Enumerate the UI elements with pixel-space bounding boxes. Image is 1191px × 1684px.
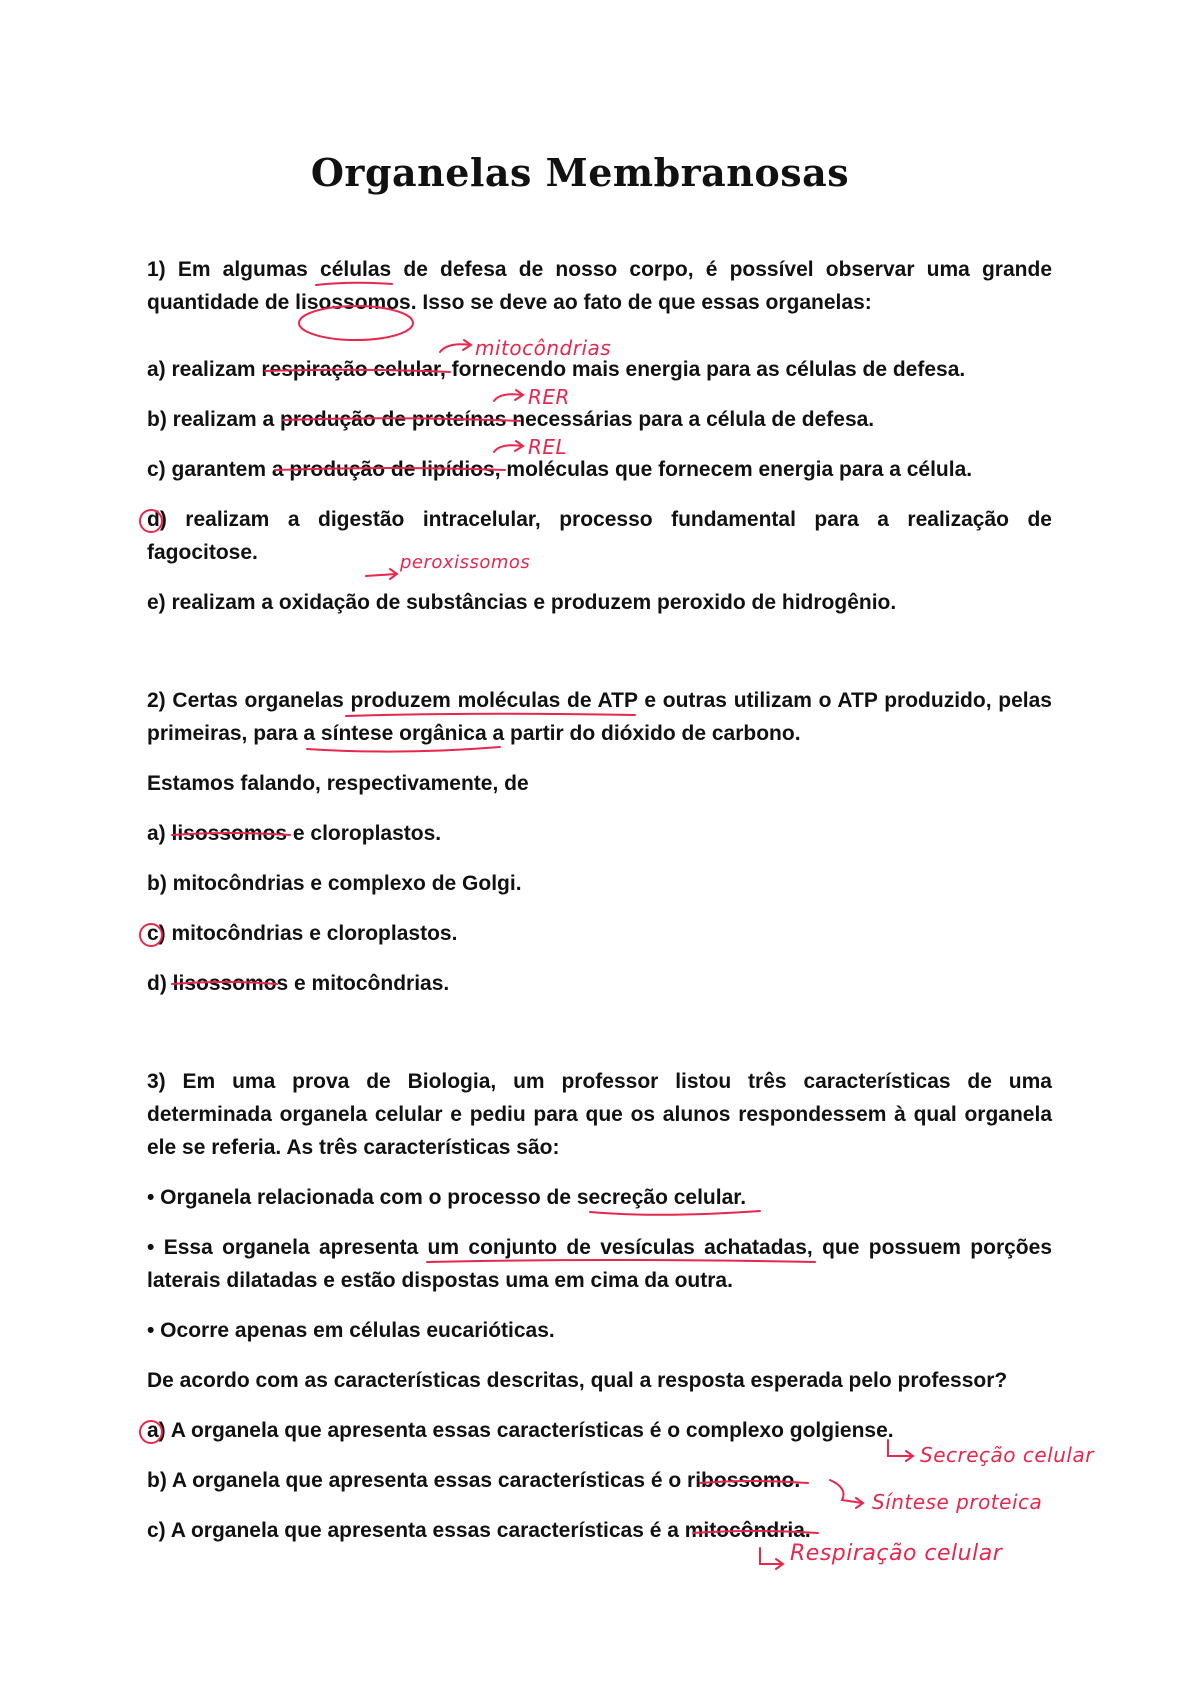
arrow-rer <box>494 394 522 401</box>
handwritten-rer: RER <box>528 385 570 409</box>
q2-option-d: d) lisossomos e mitocôndrias. <box>147 972 450 995</box>
arrow-peroxissomos <box>366 574 396 576</box>
arrowhead-sintese <box>856 1498 863 1508</box>
q1-stem-line1: 1) Em algumas células de defesa de nosso corpo, é possível observar uma grande <box>147 258 1052 281</box>
arrowhead-rel <box>515 441 523 451</box>
underline-secrecao <box>590 1211 760 1215</box>
q3-option-a: a) A organela que apresenta essas características é o complexo golgiense. <box>147 1419 894 1442</box>
q3-stem-line3: ele se referia. As três características são: <box>147 1136 560 1159</box>
arrowhead-mitocondrias <box>463 340 471 350</box>
q3-stem-line1: 3) Em uma prova de Biologia, um professor listou três características de uma <box>147 1070 1052 1093</box>
q3-stem-line2: determinada organela celular e pediu para que os alunos respondessem à qual organela <box>147 1103 1052 1126</box>
arrowhead-secrecao <box>906 1451 913 1461</box>
q3-option-c: c) A organela que apresenta essas características é a mitocôndria. <box>147 1519 811 1542</box>
q1-option-a: a) realizam respiração celular, fornecendo mais energia para as células de defesa. <box>147 358 966 381</box>
q3-option-b: b) A organela que apresenta essas características é o ribossomo. <box>147 1469 801 1492</box>
q1-option-e: e) realizam a oxidação de substâncias e produzem peroxido de hidrogênio. <box>147 591 897 614</box>
q2-option-b: b) mitocôndrias e complexo de Golgi. <box>147 872 522 895</box>
q1-option-d-line1: d) realizam a digestão intracelular, processo fundamental para a realização de <box>147 508 1052 531</box>
q1-option-d-line2: fagocitose. <box>147 541 258 564</box>
q3-question: De acordo com as características descritas, qual a resposta esperada pelo professor? <box>147 1369 1008 1392</box>
q3-bullet-2-line1: • Essa organela apresenta um conjunto de vesículas achatadas, que possuem porções <box>147 1236 1052 1259</box>
arrow-rel <box>494 445 522 452</box>
handwritten-respiracao-celular: Respiração celular <box>790 1541 1003 1566</box>
q2-option-c: c) mitocôndrias e cloroplastos. <box>147 922 458 945</box>
q2-stem-line2: primeiras, para a síntese orgânica a partir do dióxido de carbono. <box>147 722 801 745</box>
arrowhead-peroxissomos <box>390 569 397 579</box>
q2-stem-line1: 2) Certas organelas produzem moléculas de ATP e outras utilizam o ATP produzido, pelas <box>147 689 1052 712</box>
q2-lead: Estamos falando, respectivamente, de <box>147 772 529 795</box>
arrow-respiracao <box>760 1548 782 1564</box>
underline-celulas <box>316 283 392 285</box>
page-title: Organelas Membranosas <box>310 150 850 195</box>
arrowhead-respiracao <box>776 1559 783 1569</box>
q3-bullet-1: • Organela relacionada com o processo de secreção celular. <box>147 1186 747 1209</box>
q3-bullet-2-line2: laterais dilatadas e estão dispostas uma em cima da outra. <box>147 1269 733 1292</box>
arrow-mitocondrias <box>440 344 470 352</box>
q1-stem-line2: quantidade de lisossomos. Isso se deve ao fato de que essas organelas: <box>147 291 872 314</box>
q3-bullet-3: • Ocorre apenas em células eucarióticas. <box>147 1319 555 1342</box>
handwritten-rel: REL <box>528 435 568 459</box>
handwritten-peroxissomos: peroxissomos <box>400 552 531 573</box>
handwritten-mitocondrias: mitocôndrias <box>475 336 612 360</box>
handwritten-secrecao-celular: Secreção celular <box>920 1443 1094 1467</box>
q2-option-a: a) lisossomos e cloroplastos. <box>147 822 442 845</box>
arrowhead-rer <box>515 390 523 400</box>
underline-atp <box>346 714 635 716</box>
q1-option-c: c) garantem a produção de lipídios, moléculas que fornecem energia para a célula. <box>147 458 973 481</box>
handwritten-sintese-proteica: Síntese proteica <box>872 1490 1043 1514</box>
underline-sintese <box>307 747 500 752</box>
underline-vesiculas <box>427 1260 815 1262</box>
q1-option-b: b) realizam a produção de proteínas necessárias para a célula de defesa. <box>147 408 875 431</box>
